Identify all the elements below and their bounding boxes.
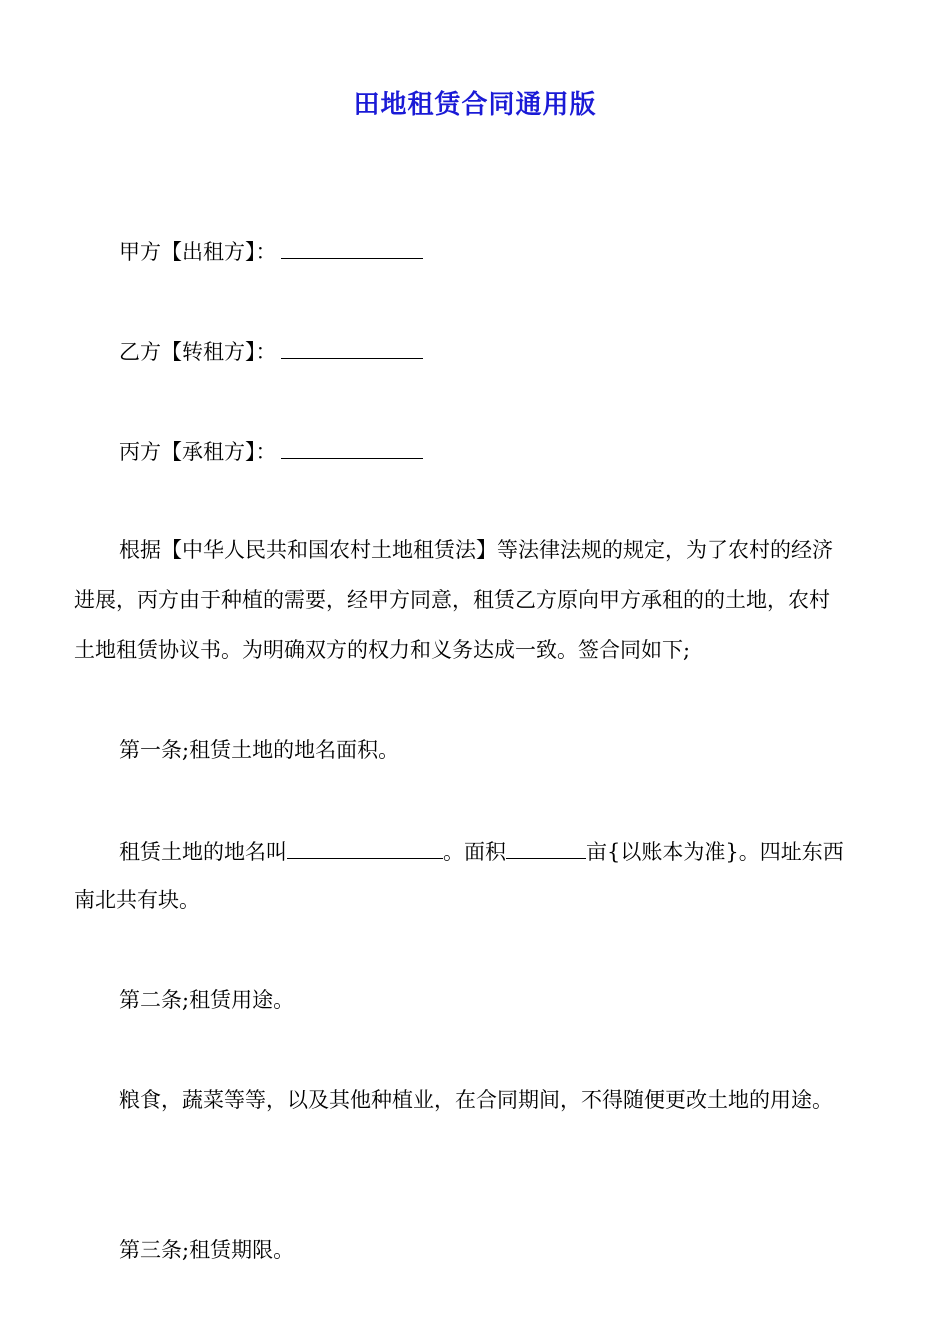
- preamble-line-2: 进展，丙方由于种植的需要，经甲方同意，租赁乙方原向甲方承租的的土地，农村: [74, 588, 830, 612]
- party-b-label: 乙方【转租方】：: [119, 340, 277, 364]
- party-b-line: [119, 338, 423, 364]
- document-title: 田地租赁合同通用版: [353, 90, 597, 120]
- article-2-heading: 第二条;租赁用途。: [119, 988, 295, 1012]
- party-c-line: [119, 438, 423, 464]
- article-3-heading: 第三条;租赁期限。: [119, 1238, 295, 1262]
- preamble-line-3: 土地租赁协议书。为明确双方的权力和义务达成一致。签合同如下;: [74, 638, 691, 662]
- party-a-label: 甲方【出租方】：: [119, 240, 277, 264]
- article-1-line-2: 南北共有块。: [74, 888, 200, 912]
- area-blank: [506, 838, 586, 859]
- article-1-text-part1: 租赁土地的地名叫: [119, 840, 287, 864]
- party-a-line: [119, 238, 423, 264]
- article-2-text: 粮食，蔬菜等等，以及其他种植业，在合同期间，不得随便更改土地的用途。: [119, 1088, 833, 1112]
- article-1-text-part3: 亩{以账本为准}。四址东西: [586, 840, 844, 864]
- article-1-text-part2: 。面积: [443, 840, 506, 864]
- party-c-label: 丙方【承租方】：: [119, 440, 277, 464]
- article-1-heading: 第一条;租赁土地的地名面积。: [119, 738, 400, 762]
- party-a-blank: [281, 238, 423, 259]
- preamble-line-1: 根据【中华人民共和国农村土地租赁法】等法律法规的规定，为了农村的经济: [119, 538, 833, 562]
- place-name-blank: [287, 838, 443, 859]
- article-1-text: [74, 838, 884, 864]
- party-b-blank: [281, 338, 423, 359]
- party-c-blank: [281, 438, 423, 459]
